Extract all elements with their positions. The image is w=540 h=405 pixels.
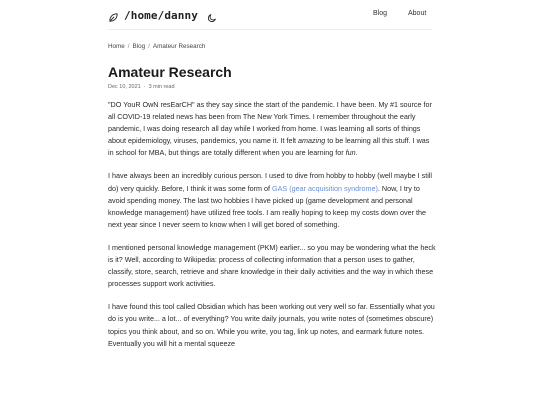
post-date: Dec 10, 2021 [108, 84, 141, 90]
site-brand[interactable] [108, 7, 217, 23]
breadcrumb-home[interactable]: Home [108, 43, 125, 50]
paragraph-text: to be learning all this stuff. I was in school for MBA, but things are totally different when you are learning for [108, 136, 430, 158]
breadcrumb-separator: / [127, 43, 130, 50]
paragraph: I mentioned personal knowledge management (PKM) earlier... so you may be wondering what the heck is it? Well, according to Wikipedia: process of collecting information that a person uses to gather, classify, store, search, retrieve and share knowledge in their daily activities and the way in which these processes support work activities. [108, 242, 436, 289]
page-title: Amateur Research [108, 64, 232, 80]
breadcrumb-blog[interactable]: Blog [132, 43, 146, 50]
paragraph-text: "DO YouR OwN resEarCH" as they say since the start of the pandemic. I have been. My #1 source for all COVID-19 related news has been from The New York Times. I remember throughout the early pandemic, I was doing research all day while I worked from home. I was learning all sorts of things about epidemiology, viruses, pandemics, you name it. It felt [108, 100, 432, 146]
gas-link[interactable]: GAS (gear acquisition syndrome) [272, 183, 378, 193]
nav-link-about[interactable]: About [408, 10, 427, 17]
breadcrumb-separator: / [148, 43, 150, 50]
nav-link-blog[interactable]: Blog [373, 10, 388, 17]
paragraph-text: I have always been an incredibly curious person. I used to dive from hobby to hobby (well maybe I still do) very quickly. Before, I think it was some form of [108, 171, 433, 193]
emphasis: amazing [298, 136, 326, 146]
site-title[interactable]: /home/danny [124, 8, 198, 22]
read-time: 3 min read [148, 84, 175, 90]
article-body [108, 99, 436, 361]
post-meta [108, 84, 175, 90]
paragraph-text: . [355, 148, 358, 158]
leaf-icon [108, 10, 119, 21]
paragraph-text: . Now, I try to avoid spending money. The last two hobbies I have picked up (game development and personal knowledge management) have utilized free tools. I am really hoping to keep my costs down over the next year since I never seem to know when I will get bored of something. [108, 183, 427, 229]
breadcrumb-current: Amateur Research [152, 43, 206, 50]
paragraph [108, 170, 436, 230]
emphasis: fun [345, 148, 356, 158]
paragraph: I have found this tool called Obsidian which has been working out very well so far. Essentially what you do is you write... a lot... of everything? You write daily journals, you write notes of (sometimes obscure) topics you think about, and so on. While you write, you tag, link up notes, and earmark future notes. Eventually you will hit a mental squeeze [108, 302, 435, 348]
site-header [0, 0, 540, 30]
meta-separator: · [143, 84, 146, 90]
header-divider [108, 29, 432, 30]
paragraph [108, 99, 436, 159]
breadcrumb [108, 43, 205, 50]
moon-icon[interactable] [207, 10, 217, 20]
